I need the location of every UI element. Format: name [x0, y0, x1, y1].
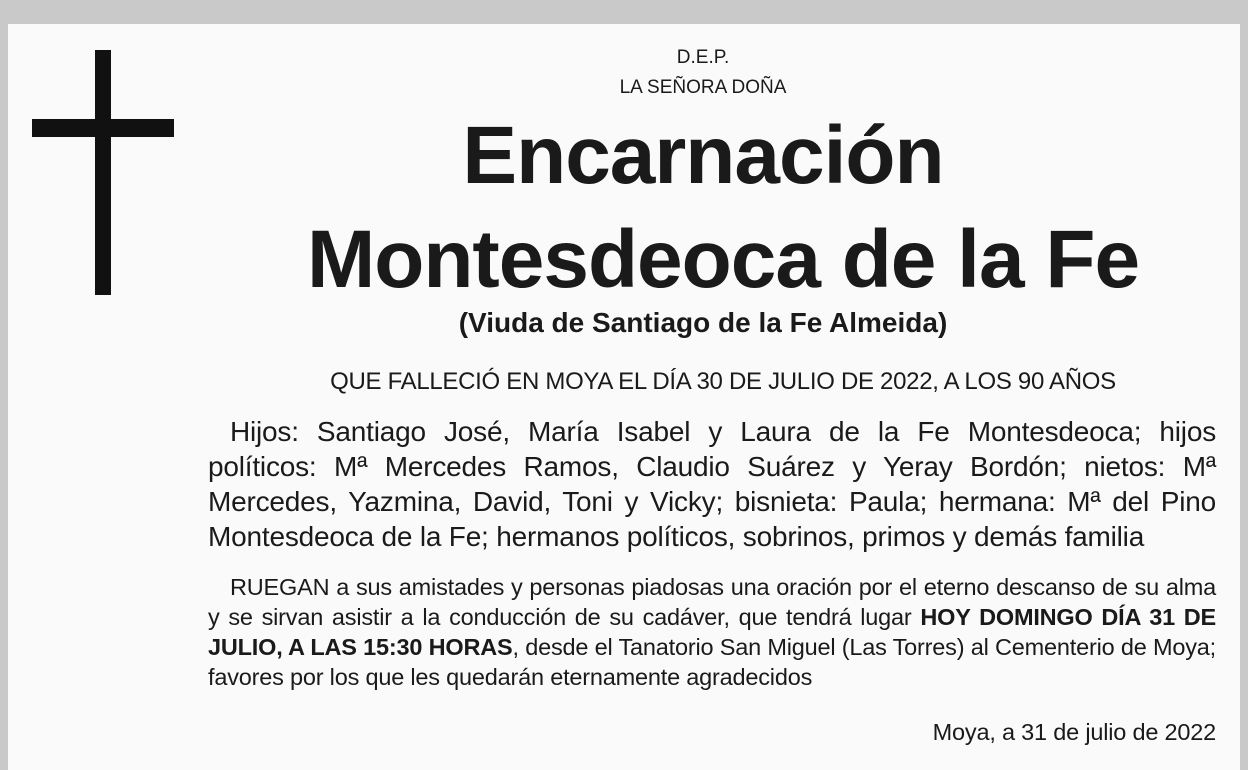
- dep-label: D.E.P.: [676, 47, 730, 68]
- request-text-1: RUEGAN a sus amistades y personas piadosas una oración por el eterno descanso de su alma y se sirvan asistir a la conducción de su cadáver, que tendrá lugar: [208, 574, 1216, 630]
- cross-icon-vertical-bar: [95, 50, 111, 295]
- deceased-name-line2: Montesdeoca de la Fe: [306, 214, 1140, 305]
- request-paragraph: [208, 572, 1216, 692]
- widow-of-line: (Viuda de Santiago de la Fe Almeida): [458, 307, 948, 338]
- request-text-2: , desde el Tanatorio San Miguel (Las Torres) al Cementerio de Moya; favores por los que les quedarán eternamente agradecidos: [208, 634, 1216, 690]
- family-paragraph: [208, 414, 1216, 554]
- obituary-notice: [8, 24, 1240, 770]
- request-time-bold: HOY DOMINGO DÍA 31 DE JULIO, A LAS 15:30 HORAS: [208, 604, 1217, 660]
- cross-icon-horizontal-bar: [32, 119, 174, 137]
- title-line: LA SEÑORA DOÑA: [619, 77, 787, 98]
- place-date: Moya, a 31 de julio de 2022: [932, 719, 1216, 745]
- death-info: QUE FALLECIÓ EN MOYA EL DÍA 30 DE JULIO DE 2022, A LOS 90 AÑOS: [330, 368, 1116, 395]
- deceased-name-line1: Encarnación: [462, 110, 944, 201]
- family-text: Hijos: Santiago José, María Isabel y Laura de la Fe Montesdeoca; hijos políticos: Mª Mercedes Ramos, Claudio Suárez y Yeray Bordón; nietos: Mª Mercedes, Yazmina, David, Toni y Vicky; bisnieta: Paula; hermana: Mª del Pino Montesdeoca de la Fe; hermanos políticos, sobrinos, primos y demás familia: [208, 416, 1216, 552]
